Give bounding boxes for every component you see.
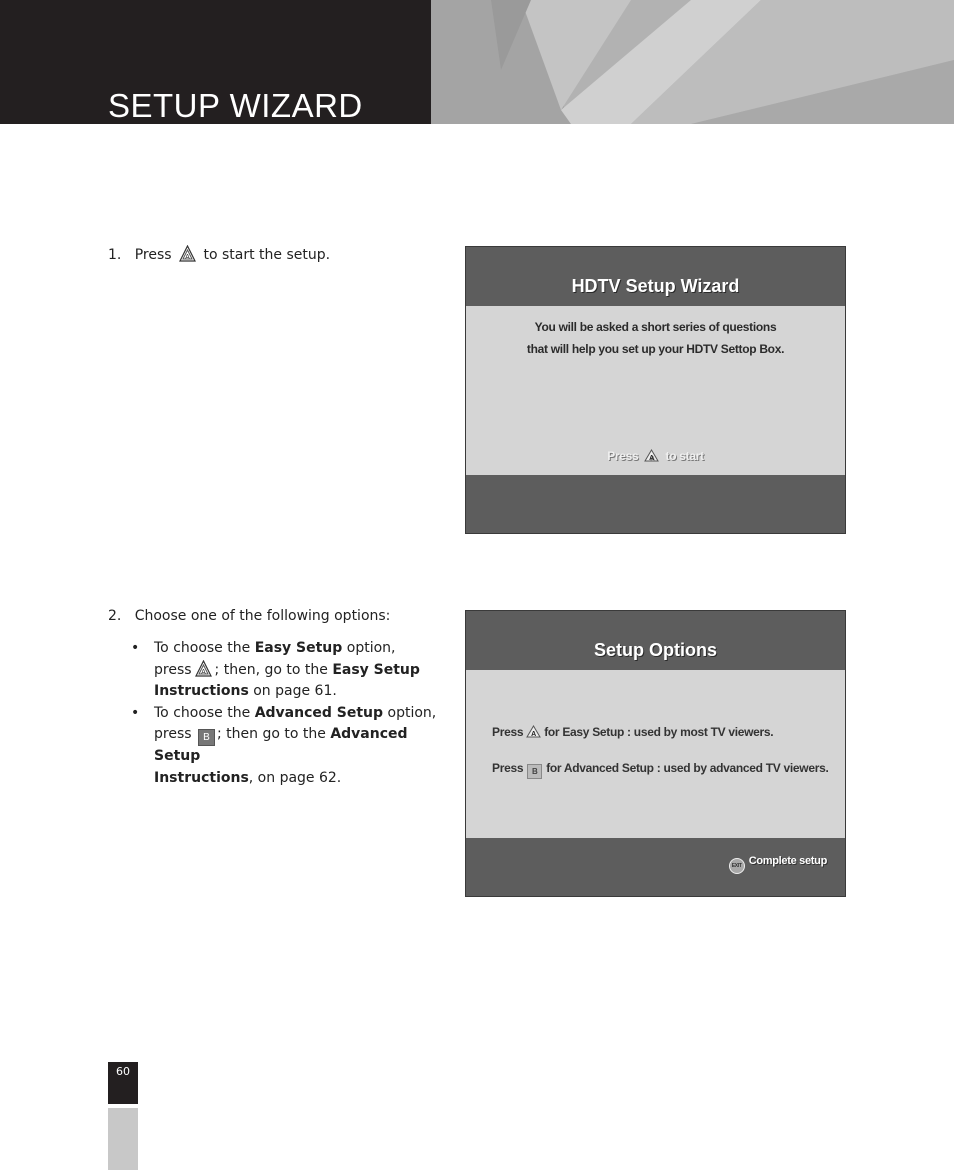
list-item (108, 703, 448, 790)
text: To choose the (154, 640, 251, 656)
svg-text:A: A (649, 455, 655, 462)
screen-intro-line-1: You will be asked a short series of questions (534, 320, 777, 334)
press-label: Press (492, 725, 524, 739)
press-label: Press (607, 449, 639, 463)
option-list (108, 638, 448, 789)
easy-setup-bold: Easy Setup (332, 661, 420, 678)
svg-text:A: A (531, 731, 537, 738)
text: option, (387, 704, 437, 721)
text: ; then, go to the (214, 661, 328, 678)
easy-setup-bold: Easy Setup (254, 640, 343, 656)
easy-setup-label: for Easy Setup : used by most TV viewers. (544, 725, 774, 739)
press-to-start-prompt (466, 449, 845, 463)
list-item (108, 638, 448, 703)
instructions-bold: Instructions (154, 769, 249, 786)
svg-text:A: A (185, 254, 190, 261)
page-tab-grey (108, 1108, 138, 1170)
to-start-label: to start (665, 449, 704, 463)
a-button-icon (179, 245, 196, 262)
step-1 (108, 245, 330, 267)
text: , on page 62. (248, 769, 342, 786)
text: on page 61. (253, 683, 337, 699)
easy-setup-option[interactable] (492, 725, 773, 739)
wizard-screen-options (465, 610, 846, 897)
b-button-icon: B (527, 764, 542, 779)
a-button-icon (644, 449, 659, 462)
screen-title: HDTV Setup Wizard (466, 247, 845, 306)
complete-setup-hint[interactable] (729, 855, 827, 874)
b-button-icon: B (198, 729, 215, 746)
page-number: 60 (108, 1062, 138, 1104)
screen-title: Setup Options (466, 611, 845, 670)
text: To choose the (154, 704, 251, 721)
text: ; then go to the (217, 726, 326, 742)
step-2-text: Choose one of the following options: (134, 608, 391, 624)
advanced-setup-label: for Advanced Setup : used by advanced TV viewers. (546, 761, 829, 775)
text: press (154, 661, 192, 678)
wizard-screen-welcome (465, 246, 846, 534)
text: press (154, 726, 192, 742)
step-2 (108, 606, 390, 628)
bullet-dot: • (131, 640, 140, 656)
advanced-setup-bold: Advanced Setup (254, 704, 384, 721)
step-2-number: 2. (108, 608, 122, 624)
screen-footer-bar (466, 475, 845, 533)
press-label: Press (492, 761, 524, 775)
step-1-number: 1. (108, 247, 122, 263)
screen-intro-line-2: that will help you set up your HDTV Settop Box. (526, 342, 785, 356)
svg-text:A: A (200, 668, 206, 676)
advanced-setup-option[interactable] (492, 761, 828, 779)
a-button-icon (526, 725, 541, 738)
header-decorative-graphic (431, 0, 954, 124)
instructions-bold: Instructions (154, 683, 249, 699)
a-button-icon (195, 660, 212, 677)
advanced-setup-bold: Advanced Setup (154, 726, 408, 764)
step-1-text-before: Press (134, 247, 172, 263)
complete-setup-label: Complete setup (748, 855, 827, 867)
text: option, (346, 640, 396, 656)
exit-button-icon: EXIT (729, 858, 745, 874)
step-1-text-after: to start the setup. (203, 247, 331, 263)
bullet-dot: • (131, 704, 140, 721)
screen-footer-bar (466, 838, 845, 896)
page-title: SETUP WIZARD (108, 87, 363, 124)
